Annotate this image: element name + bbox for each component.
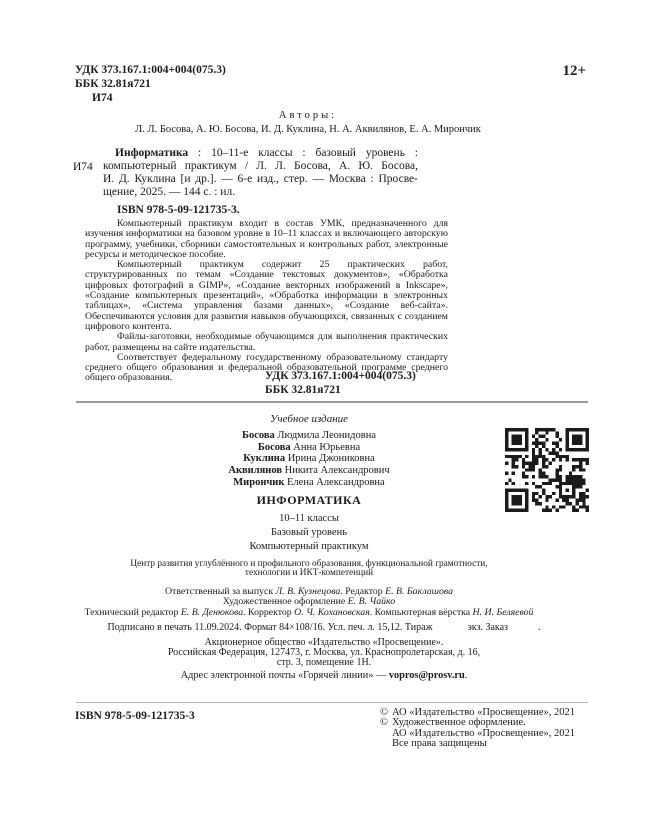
annotation: [85, 219, 448, 384]
edition-author-3: Куклина Ирина Джониковна: [243, 453, 375, 465]
copyright-entry-2: [380, 718, 575, 749]
horizontal-rule-top: [76, 401, 588, 403]
staff-line-2: Художественное оформление Е. В. Чайко: [222, 596, 396, 608]
book-level: Базовый уровень: [271, 526, 347, 538]
edition-kind: Учебное издание: [269, 413, 349, 425]
catalog-index: И74: [73, 161, 93, 173]
copyright-block: [380, 708, 575, 749]
publisher-line-2: Российская Федерация, 127473, г. Москва, ул. Краснопролетарская, д. 16,: [167, 647, 481, 659]
horizontal-rule-bottom: [76, 702, 588, 703]
book-title: ИНФОРМАТИКА: [256, 492, 362, 507]
isbn-line: ISBN 978-5-09-121735-3.: [117, 204, 240, 216]
classification-codes-repeat: [265, 370, 416, 397]
hotline-email-line: Адрес электронной почты «Горячей линии» — vopros@prosv.ru.: [180, 669, 468, 681]
staff-line-3: Технический редактор Е. В. Денюкова. Корректор О. Ч. Кохановская. Компьютерная вёрстка Н. И. Беляевой: [84, 606, 534, 618]
copyright-symbol: ©: [380, 707, 388, 718]
edition-author-1: Босова Людмила Леонидовна: [242, 430, 376, 441]
book-subtitle: Компьютерный практикум: [249, 540, 369, 552]
udk-code: УДК 373.167.1:004+004(075.3): [75, 64, 226, 76]
authors-heading: Авторы:: [278, 110, 338, 121]
footer-isbn: ISBN 978-5-09-121735-3: [75, 710, 195, 722]
bbk-code: ББК 32.81я721: [75, 78, 151, 90]
author-sign-index: И74: [92, 92, 113, 104]
catalog-line-2: компьютерный практикум / Л. Л. Босова, А. Ю. Босова,: [103, 160, 418, 172]
qr-code: [505, 428, 589, 512]
copyright-text: АО «Издательство «Просвещение», 2021: [392, 707, 576, 718]
publisher-address: [78, 638, 588, 669]
catalog-line-4: щение, 2025. — 144 с. : ил.: [103, 186, 236, 198]
annotation-paragraph-1: Компьютерный практикум входит в состав УМК, предназначенного для изучения информатики на базовом уровне в 10–11 классах и включающего авторскую программу, учебники, сборники самостоятельных и контрольных работ, электронные ресурсы и методическое пособие.: [85, 218, 448, 260]
publisher-line-1: Акционерное общество «Издательство «Просвещение».: [204, 637, 444, 648]
publishing-center-note: [78, 560, 588, 580]
publisher-line-3: стр. 3, помещение 1Н.: [276, 657, 372, 669]
copyright-text: Художественное оформление. АО «Издательство «Просвещение», 2021 Все права защищены: [392, 717, 576, 749]
catalog-line-1: Информатика : 10–11-е классы : базовый уровень :: [115, 147, 418, 159]
book-grades: 10–11 классы: [279, 512, 339, 524]
center-note-line-2: технологии и ИКТ-компетенций: [244, 568, 374, 579]
classification-codes: [75, 63, 226, 105]
editorial-staff: [78, 587, 588, 618]
print-imprint-line: Подписано в печать 11.09.2024. Формат 84×108/16. Усл. печ. л. 15,12. Тираж экз. Заказ .: [107, 622, 541, 633]
bbk-code-repeat: ББК 32.81я721: [265, 383, 341, 396]
catalog-line-3: И. Д. Куклина [и др.]. — 6-е изд., стер. — Москва : Просве-: [103, 173, 418, 185]
udk-code-repeat: УДК 373.167.1:004+004(075.3): [265, 370, 416, 382]
catalog-entry: [73, 147, 418, 216]
annotation-paragraph-3: Файлы-заготовки, необходимые обучающимся для выполнения практических работ, размещены на сайте издательства.: [85, 331, 448, 353]
annotation-paragraph-2: Компьютерный практикум содержит 25 практических работ, структурированных по темам «Создание текстовых документов», «Обработка цифровых фотографий в GIMP», «Создание векторных изображений в Inkscape», «Создание компьютерных презентаций», «Обработка информации в электронных таблицах», «Система управления базами данных», «Создание веб-сайта». Обеспечиваются условия для развития навыков обучающихся, связанных с созданием цифрового контента.: [85, 259, 448, 332]
center-note-line-1: Центр развития углублённого и профильного образования, функциональной грамотности,: [130, 558, 488, 569]
age-rating-badge: 12+: [562, 63, 586, 79]
edition-author-4: Аквилянов Никита Александрович: [228, 465, 390, 477]
staff-line-1: Ответственный за выпуск Л. В. Кузнецова. Редактор Е. В. Баклашова: [164, 586, 454, 598]
authors-block: [78, 110, 538, 135]
edition-author-5: Мирончик Елена Александровна: [233, 476, 385, 488]
edition-author-2: Босова Анна Юрьевна: [257, 441, 361, 453]
annotation-paragraph-4: Соответствует федеральному государственному образовательному стандарту среднего общего образования и федеральной образовательной программе среднего общего образования.: [85, 351, 448, 384]
authors-list: Л. Л. Босова, А. Ю. Босова, И. Д. Куклина, Н. А. Аквилянов, Е. А. Мирончик: [135, 124, 481, 135]
copyright-symbol: ©: [380, 717, 388, 729]
